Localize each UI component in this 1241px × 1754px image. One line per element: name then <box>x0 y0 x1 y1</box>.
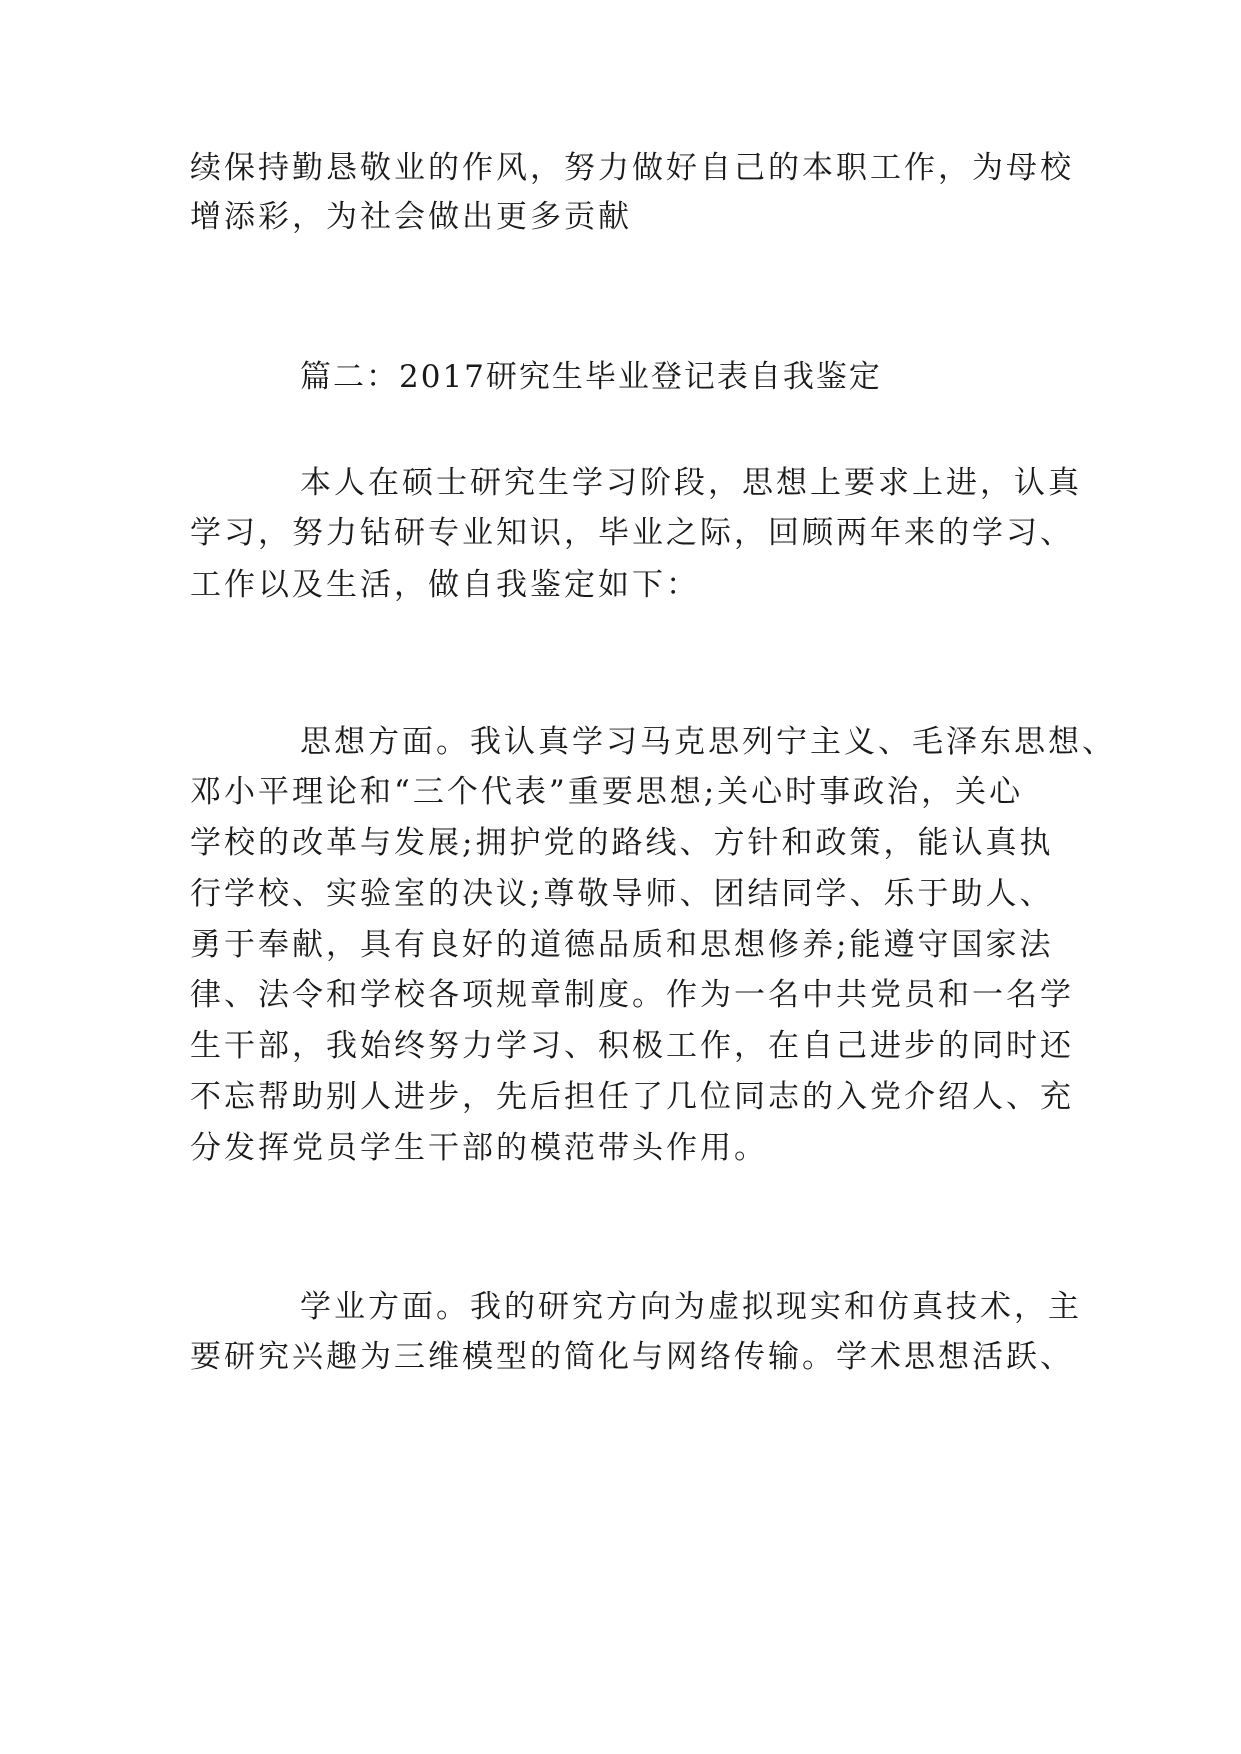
continuation-line-2: 增添彩，为社会做出更多贡献 <box>190 199 632 235</box>
intro-line-2: 学习，努力钻研专业知识，毕业之际，回顾两年来的学习、 <box>190 515 1074 551</box>
study-line-1: 学业方面。我的研究方向为虚拟现实和仿真技术，主 <box>300 1289 1082 1325</box>
thought-line-3: 学校的改革与发展;拥护党的路线、方针和政策，能认真执 <box>190 825 1054 861</box>
intro-line-1: 本人在硕士研究生学习阶段，思想上要求上进，认真 <box>300 465 1082 501</box>
thought-line-9: 分发挥党员学生干部的模范带头作用。 <box>190 1130 768 1166</box>
thought-line-8: 不忘帮助别人进步，先后担任了几位同志的入党介绍人、充 <box>190 1079 1074 1115</box>
thought-line-7: 生干部，我始终努力学习、积极工作，在自己进步的同时还 <box>190 1028 1074 1064</box>
study-line-2: 要研究兴趣为三维模型的简化与网络传输。学术思想活跃、 <box>190 1339 1074 1375</box>
intro-line-3: 工作以及生活，做自我鉴定如下： <box>190 567 700 603</box>
thought-line-6: 律、法令和学校各项规章制度。作为一名中共党员和一名学 <box>190 977 1074 1013</box>
section-heading: 篇二：2017研究生毕业登记表自我鉴定 <box>300 359 882 395</box>
thought-line-5: 勇于奉献，具有良好的道德品质和思想修养;能遵守国家法 <box>190 927 1054 963</box>
thought-line-2: 邓小平理论和“三个代表”重要思想;关心时事政治，关心 <box>190 774 1024 810</box>
continuation-line-1: 续保持勤恳敬业的作风，努力做好自己的本职工作，为母校 <box>190 150 1074 186</box>
thought-line-1: 思想方面。我认真学习马克思列宁主义、毛泽东思想、 <box>300 724 1116 760</box>
thought-line-4: 行学校、实验室的决议;尊敬导师、团结同学、乐于助人、 <box>190 876 1054 912</box>
